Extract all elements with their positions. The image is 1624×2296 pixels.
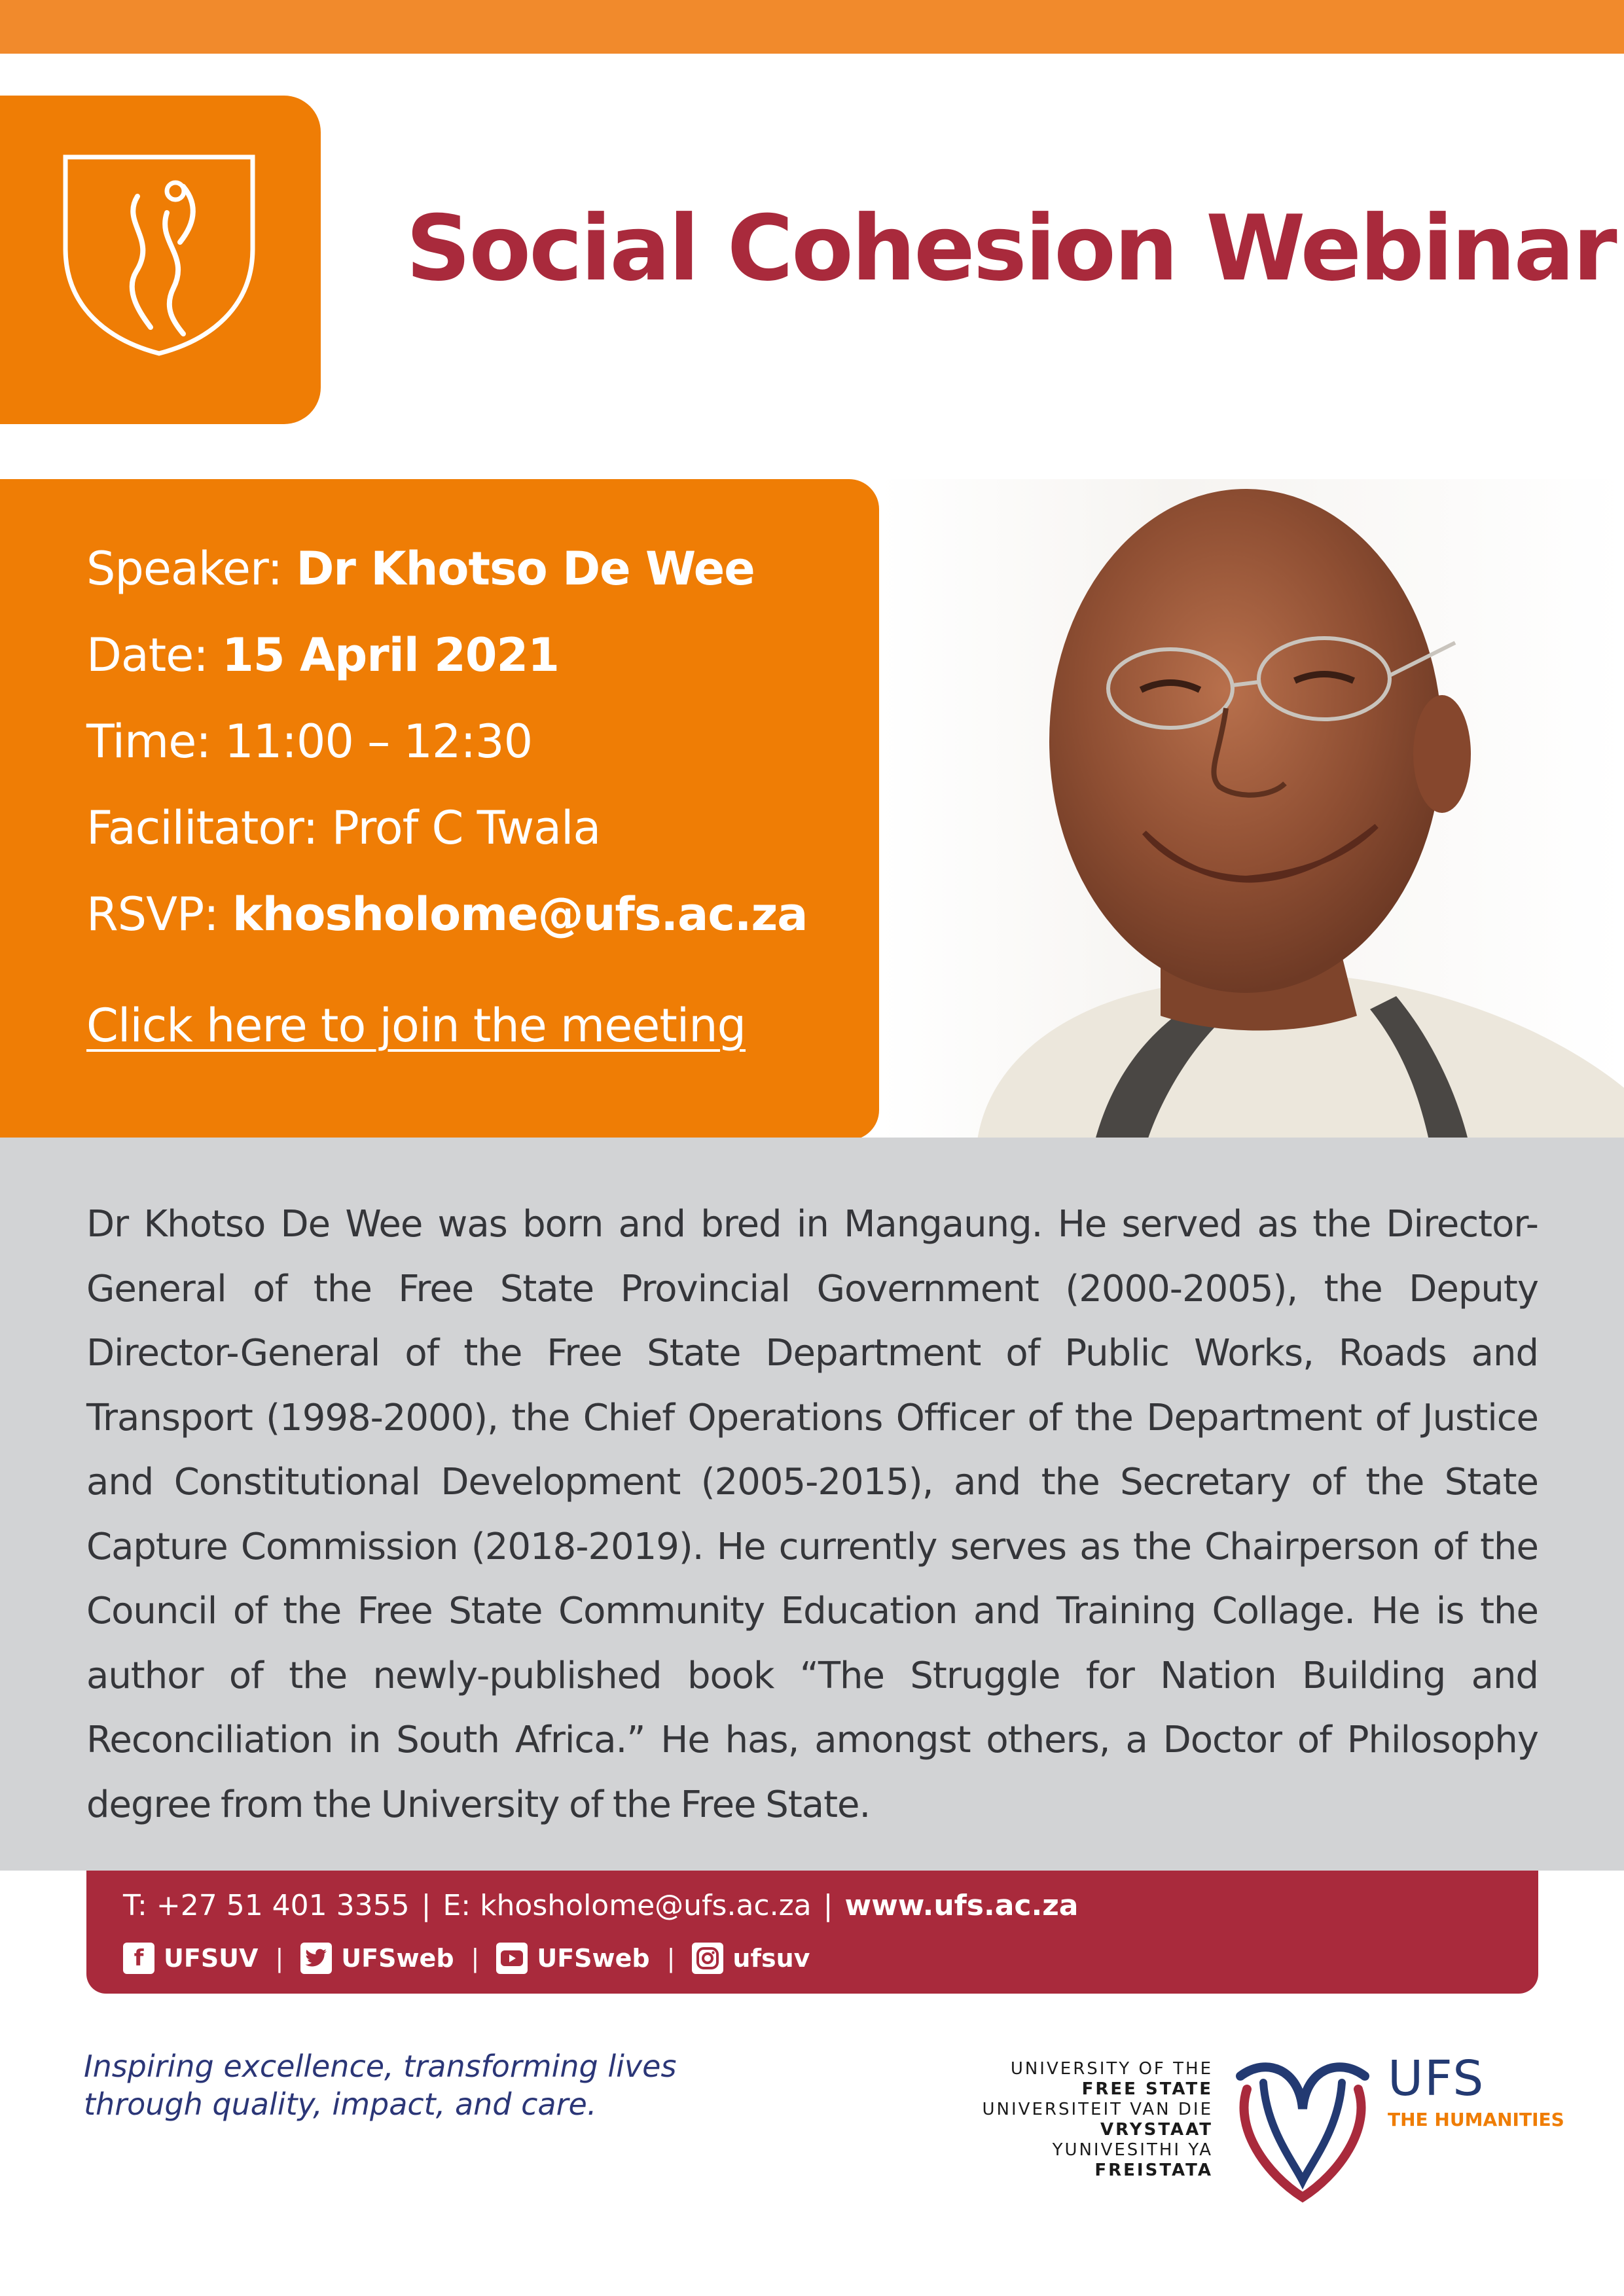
tagline-line-2: through quality, impact, and care. bbox=[84, 2087, 597, 2122]
date-label: Date: bbox=[86, 628, 223, 682]
ufs-heart-emblem-icon bbox=[1227, 2050, 1378, 2207]
contact-line bbox=[123, 1884, 1079, 1928]
twitter-handle[interactable]: UFSweb bbox=[341, 1944, 454, 1973]
biography-text: Dr Khotso De Wee was born and bred in Mangaung. He served as the Director-General of the Free State Provincial Government (2000-2005), the Deputy Director-General of the Free State Department of Public Works, Roads and Transport (1998-2000), the Chief Operations Officer of the Department of Justice and Constitutional Development (2005-2015), and the Secretary of the State Capture Commission (2018-2019). He currently serves as the Chairperson of the Council of the Free State Community Education and Training Collage. He is the author of the newly-published book “The Struggle for Nation Building and Reconciliation in South Africa.” He has, amongst others, a Doctor of Philosophy degree from the University of the Free State. bbox=[86, 1203, 1538, 1826]
facebook-handle[interactable]: UFSUV bbox=[164, 1944, 259, 1973]
university-logo bbox=[982, 2050, 1564, 2214]
facebook-icon[interactable]: f bbox=[123, 1943, 154, 1974]
shield-flame-icon bbox=[59, 151, 259, 359]
speaker-portrait-image bbox=[879, 479, 1624, 1140]
speaker-name: Dr Khotso De Wee bbox=[296, 542, 755, 596]
university-name-line: VRYSTAAT bbox=[1100, 2120, 1213, 2140]
rsvp-email-link[interactable]: khosholome@ufs.ac.za bbox=[232, 888, 808, 941]
tagline-line-1: Inspiring excellence, transforming lives bbox=[84, 2049, 677, 2084]
twitter-icon[interactable] bbox=[300, 1943, 332, 1974]
faculty-logo-tile bbox=[0, 96, 321, 424]
time-label: Time: bbox=[86, 715, 225, 768]
date-value: 15 April 2021 bbox=[222, 628, 559, 682]
contact-email-link[interactable]: E: khosholome@ufs.ac.za bbox=[442, 1889, 812, 1922]
youtube-icon[interactable] bbox=[496, 1943, 528, 1974]
faculty-name: THE HUMANITIES bbox=[1388, 2109, 1564, 2130]
instagram-handle[interactable]: ufsuv bbox=[732, 1944, 810, 1973]
facilitator-value: Prof C Twala bbox=[331, 801, 601, 855]
university-name-line: UNIVERSITEIT VAN DIE bbox=[982, 2100, 1213, 2119]
facilitator-line bbox=[86, 798, 600, 857]
social-separator: | bbox=[471, 1944, 480, 1973]
contact-separator: | bbox=[823, 1889, 833, 1922]
instagram-icon[interactable] bbox=[692, 1943, 723, 1974]
university-names bbox=[983, 2059, 1213, 2181]
youtube-handle[interactable]: UFSweb bbox=[537, 1944, 650, 1973]
social-separator: | bbox=[666, 1944, 676, 1973]
university-name-line: FREISTATA bbox=[1094, 2161, 1213, 2180]
website-link[interactable]: www.ufs.ac.za bbox=[844, 1889, 1079, 1922]
time-line bbox=[86, 712, 532, 771]
speaker-photo bbox=[879, 479, 1624, 1140]
social-separator: | bbox=[275, 1944, 284, 1973]
page-title: Social Cohesion Webinar bbox=[406, 196, 1615, 301]
contact-bar bbox=[86, 1871, 1538, 1994]
contact-phone: T: +27 51 401 3355 bbox=[123, 1889, 410, 1922]
biography-section bbox=[0, 1138, 1624, 1871]
event-details-panel bbox=[0, 479, 879, 1140]
university-name-line: YUNIVESITHI YA bbox=[1052, 2140, 1213, 2160]
social-links bbox=[123, 1939, 810, 1978]
speaker-line bbox=[86, 539, 755, 598]
university-name-line: FREE STATE bbox=[1081, 2079, 1213, 2099]
contact-separator: | bbox=[421, 1889, 431, 1922]
ufs-wordmark: UFS bbox=[1388, 2051, 1485, 2107]
facilitator-label: Facilitator: bbox=[86, 801, 332, 855]
rsvp-label: RSVP: bbox=[86, 888, 233, 941]
top-stripe bbox=[0, 0, 1624, 54]
join-meeting-link[interactable]: Click here to join the meeting bbox=[86, 999, 746, 1052]
date-line bbox=[86, 626, 559, 685]
rsvp-line bbox=[86, 885, 807, 944]
speaker-label: Speaker: bbox=[86, 542, 297, 596]
university-name-line: UNIVERSITY OF THE bbox=[1010, 2059, 1213, 2079]
tagline bbox=[84, 2047, 676, 2123]
time-value: 11:00 – 12:30 bbox=[225, 715, 533, 768]
